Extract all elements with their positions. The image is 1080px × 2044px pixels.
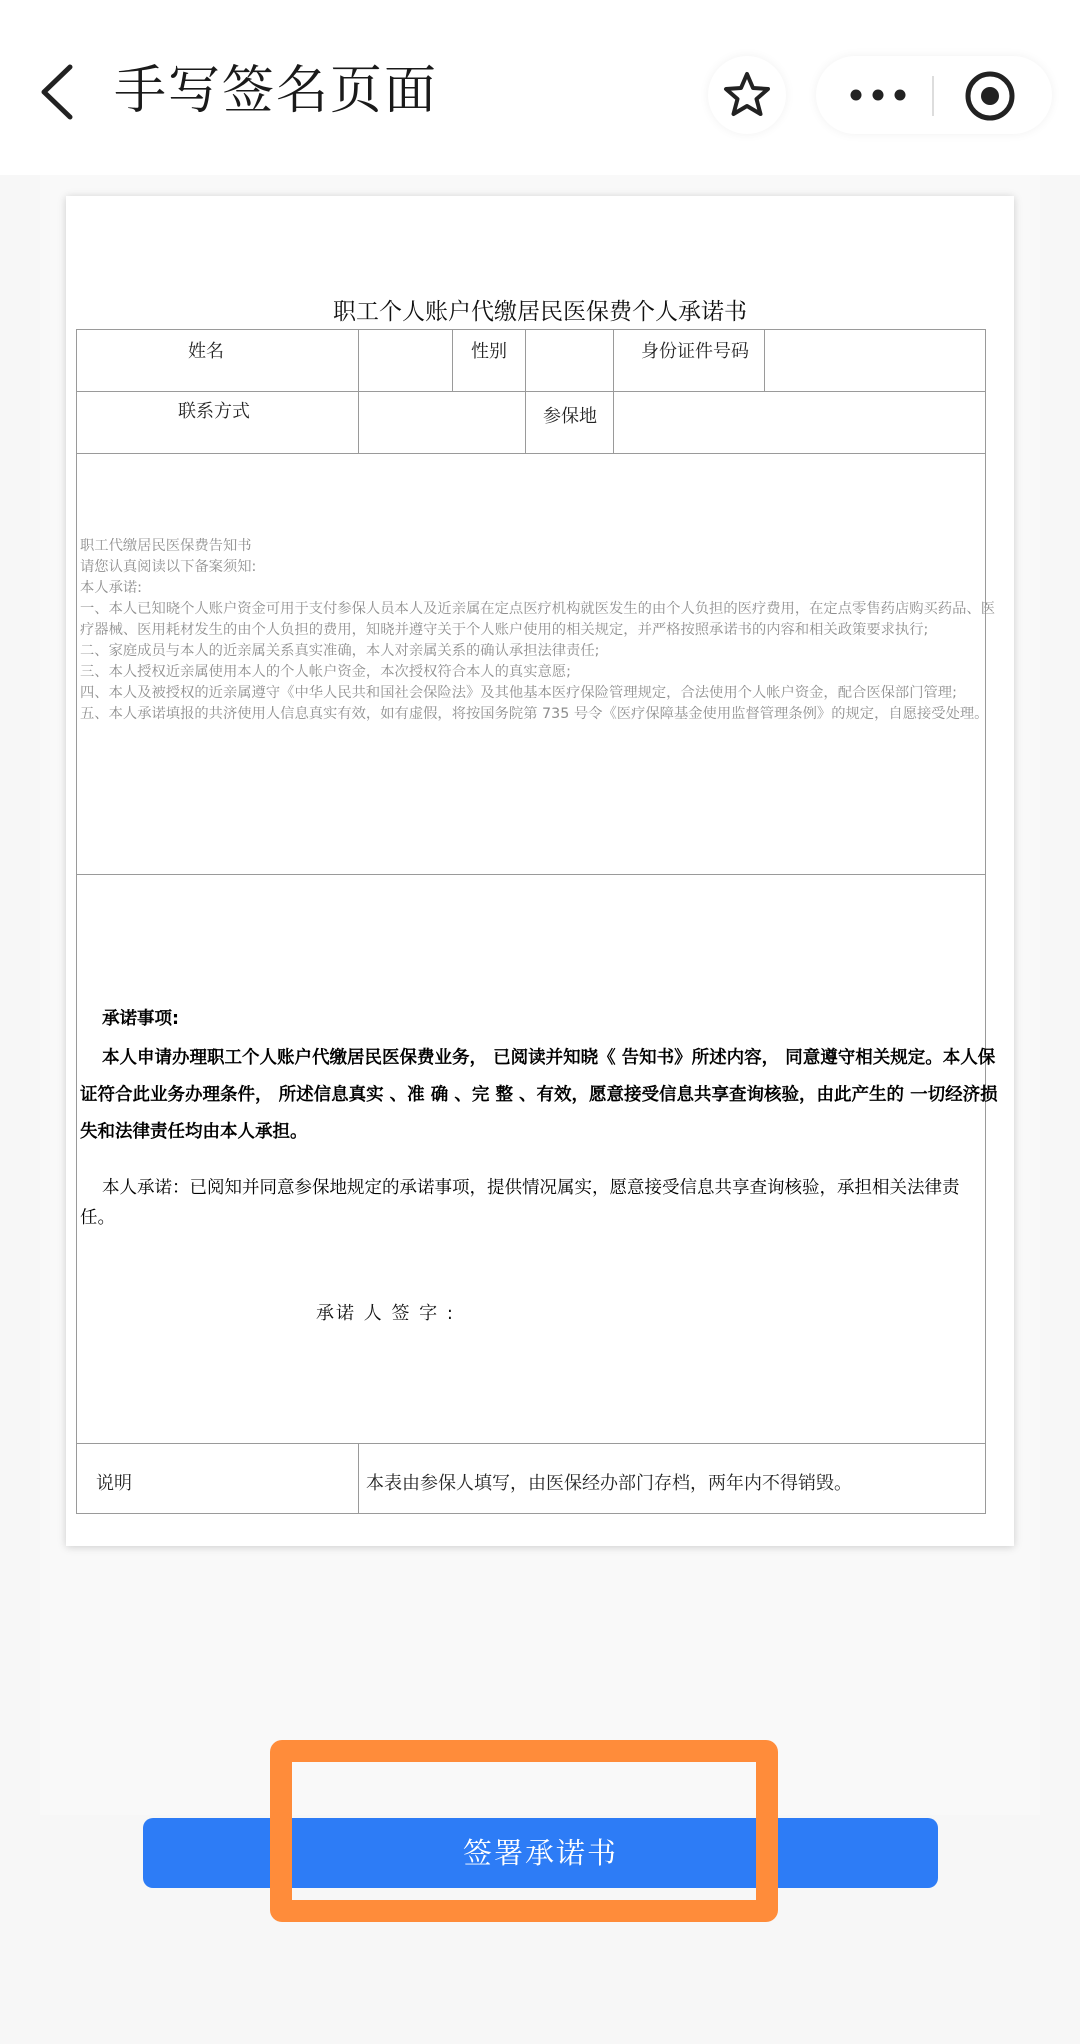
- target-icon[interactable]: [964, 70, 1016, 122]
- name-label: 姓名: [188, 341, 224, 362]
- gender-label: 性别: [471, 341, 507, 362]
- commitment-body: 本人申请办理职工个人账户代缴居民医保费业务， 已阅读并知晓《 告知书》所述内容， 同意遵守相关规定。本人保证符合此业务办理条件， 所述信息真实 、准 确 、完 整 、有效，愿意接受信息共享查询核验，由此产生的 一切经济损失和法律责任均由本人承担。: [80, 1048, 998, 1142]
- highlight-frame: [270, 1740, 778, 1922]
- table-border-bottom: [76, 1513, 986, 1514]
- table-col-divider: [764, 329, 765, 391]
- document-title: 职工个人账户代缴居民医保费个人承诺书: [333, 299, 747, 325]
- table-border-right: [985, 329, 986, 1514]
- table-col-divider: [525, 329, 526, 453]
- contact-field[interactable]: [360, 393, 523, 451]
- top-navigation-bar: [0, 0, 1080, 175]
- notice-promise-label: 本人承诺:: [80, 580, 143, 596]
- capsule-divider: [932, 76, 934, 116]
- signature-label: 承诺 人 签 字 :: [316, 1303, 455, 1324]
- contact-label: 联系方式: [178, 401, 250, 422]
- back-chevron-icon[interactable]: [34, 62, 84, 122]
- insured-place-field[interactable]: [615, 393, 983, 451]
- table-col-divider: [452, 329, 453, 391]
- notice-text: [80, 536, 998, 725]
- mini-program-capsule: [816, 56, 1052, 134]
- notice-item: 一、本人已知晓个人账户资金可用于支付参保人员本人及近亲属在定点医疗机构就医发生的由个人负担的医疗费用，在定点零售药店购买药品、医疗器械、医用耗材发生的由个人负担的费用，知晓并遵守关于个人账户使用的相关规定，并严格按照承诺书的内容和相关政策要求执行;: [80, 601, 995, 638]
- id-number-label: 身份证件号码: [641, 341, 749, 362]
- gender-field[interactable]: [527, 331, 611, 389]
- table-row-divider: [76, 874, 986, 875]
- table-row-divider: [76, 391, 986, 392]
- commitment-statement: 本人承诺：已阅知并同意参保地规定的承诺事项，提供情况属实，愿意接受信息共享查询核验，承担相关法律责 任。: [80, 1178, 960, 1228]
- table-row-divider: [76, 1443, 986, 1444]
- table-col-divider: [358, 329, 359, 453]
- notice-item: 二、家庭成员与本人的近亲属关系真实准确，本人对亲属关系的确认承担法律责任;: [80, 643, 600, 659]
- commitment-heading: 承诺事项:: [102, 1009, 179, 1029]
- table-border-top: [76, 329, 986, 330]
- table-col-divider: [613, 329, 614, 453]
- commitment-section: [80, 1002, 1000, 1233]
- table-row-divider: [76, 453, 986, 454]
- notice-item: 三、本人授权近亲属使用本人的个人帐户资金，本次授权符合本人的真实意愿;: [80, 664, 571, 680]
- id-number-field[interactable]: [766, 331, 982, 389]
- more-icon[interactable]: [846, 80, 910, 110]
- page-title: 手写签名页面: [114, 61, 439, 121]
- notice-item: 四、本人及被授权的近亲属遵守《中华人民共和国社会保险法》及其他基本医疗保险管理规定，合法使用个人帐户资金，配合医保部门管理;: [80, 685, 957, 701]
- notice-heading: 职工代缴居民医保费告知书: [80, 538, 252, 554]
- favorite-button[interactable]: [708, 56, 786, 134]
- name-field[interactable]: [360, 331, 450, 389]
- table-border-left: [76, 329, 77, 1514]
- notice-instruction: 请您认真阅读以下备案须知:: [80, 559, 257, 575]
- signature-area[interactable]: [506, 1281, 976, 1431]
- commitment-document: [66, 196, 1014, 1546]
- table-col-divider: [358, 1443, 359, 1513]
- footer-label: 说明: [96, 1473, 132, 1494]
- footer-text: 本表由参保人填写，由医保经办部门存档，两年内不得销毁。: [366, 1473, 852, 1494]
- notice-item: 五、本人承诺填报的共济使用人信息真实有效，如有虚假，将按国务院第 735 号令《医疗保障基金使用监督管理条例》的规定，自愿接受处理。: [80, 706, 989, 722]
- star-icon: [722, 70, 772, 120]
- insured-place-label: 参保地: [543, 406, 597, 427]
- sign-commitment-button[interactable]: 签署承诺书: [143, 1818, 938, 1888]
